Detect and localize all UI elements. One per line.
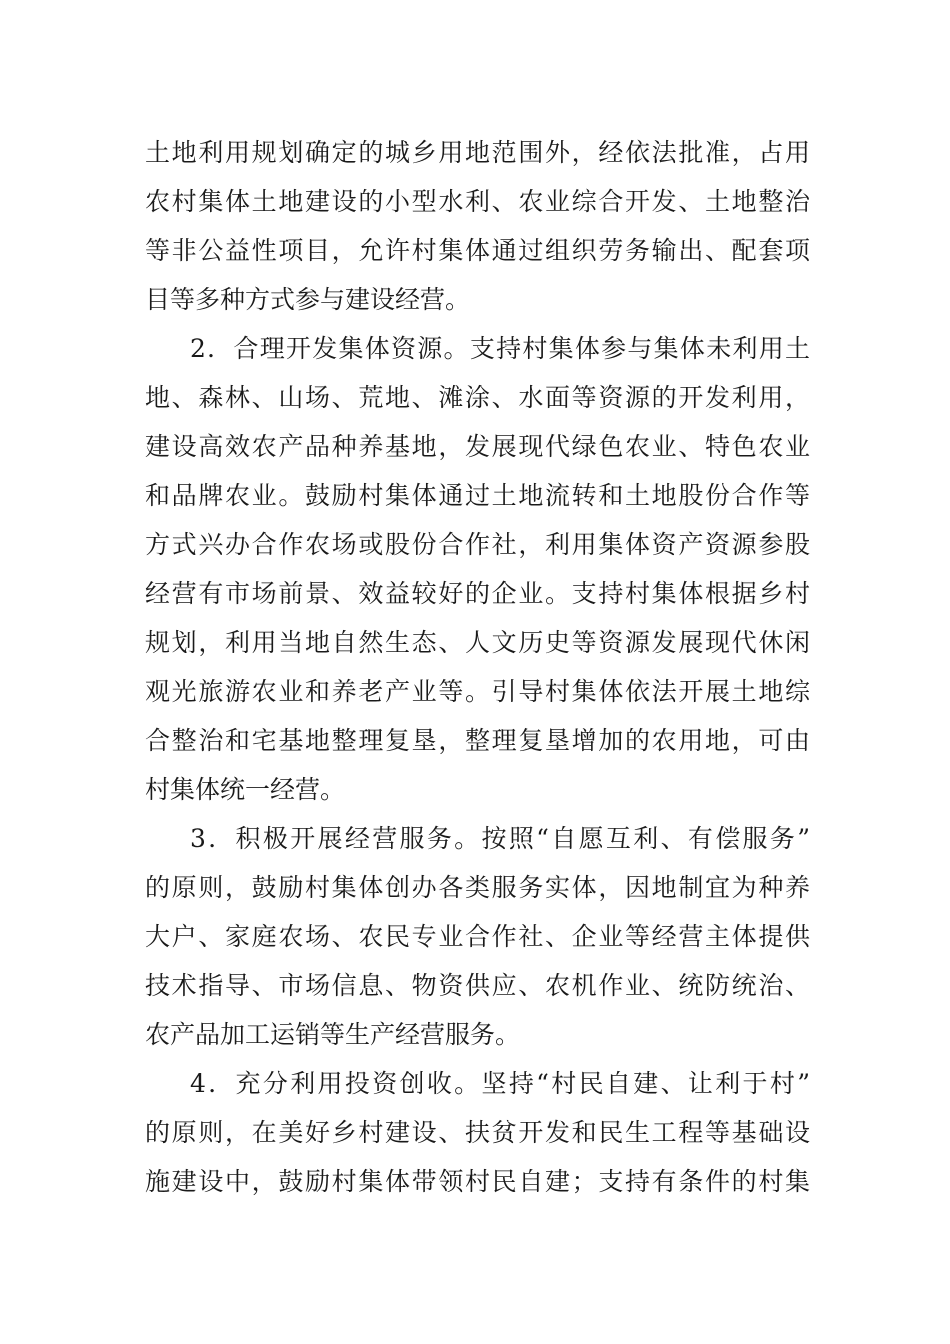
text-line: 观光旅游农业和养老产业等。引导村集体依法开展土地综 — [145, 677, 810, 706]
text-line: 等非公益性项目，允许村集体通过组织劳务输出、配套项 — [145, 236, 810, 265]
text-line: 农产品加工运销等生产经营服务。 — [145, 1020, 521, 1049]
text-line: 和品牌农业。鼓励村集体通过土地流转和土地股份合作等 — [145, 481, 810, 510]
paragraph-first-line: 2．合理开发集体资源。支持村集体参与集体未利用土 — [190, 334, 810, 363]
text-line: 施建设中，鼓励村集体带领村民自建；支持有条件的村集 — [145, 1167, 810, 1196]
text-line: 地、森林、山场、荒地、滩涂、水面等资源的开发利用， — [145, 383, 810, 412]
text-line: 目等多种方式参与建设经营。 — [145, 285, 471, 314]
paragraph-first-line: 3．积极开展经营服务。按照“自愿互利、有偿服务” — [190, 824, 810, 853]
text-line: 的原则，鼓励村集体创办各类服务实体，因地制宜为种养 — [145, 873, 810, 902]
text-line: 规划，利用当地自然生态、人文历史等资源发展现代休闲 — [145, 628, 810, 657]
text-line: 建设高效农产品种养基地，发展现代绿色农业、特色农业 — [145, 432, 810, 461]
document-body — [145, 128, 810, 1206]
text-line: 的原则，在美好乡村建设、扶贫开发和民生工程等基础设 — [145, 1118, 810, 1147]
text-line: 技术指导、市场信息、物资供应、农机作业、统防统治、 — [145, 971, 810, 1000]
text-line: 方式兴办合作农场或股份合作社，利用集体资产资源参股 — [145, 530, 810, 559]
text-line: 土地利用规划确定的城乡用地范围外，经依法批准，占用 — [145, 138, 810, 167]
text-line: 合整治和宅基地整理复垦，整理复垦增加的农用地，可由 — [145, 726, 810, 755]
text-line: 大户、家庭农场、农民专业合作社、企业等经营主体提供 — [145, 922, 810, 951]
paragraph-first-line: 4．充分利用投资创收。坚持“村民自建、让利于村” — [190, 1069, 810, 1098]
text-line: 经营有市场前景、效益较好的企业。支持村集体根据乡村 — [145, 579, 810, 608]
text-line: 村集体统一经营。 — [145, 775, 346, 804]
text-line: 农村集体土地建设的小型水利、农业综合开发、土地整治 — [145, 187, 810, 216]
